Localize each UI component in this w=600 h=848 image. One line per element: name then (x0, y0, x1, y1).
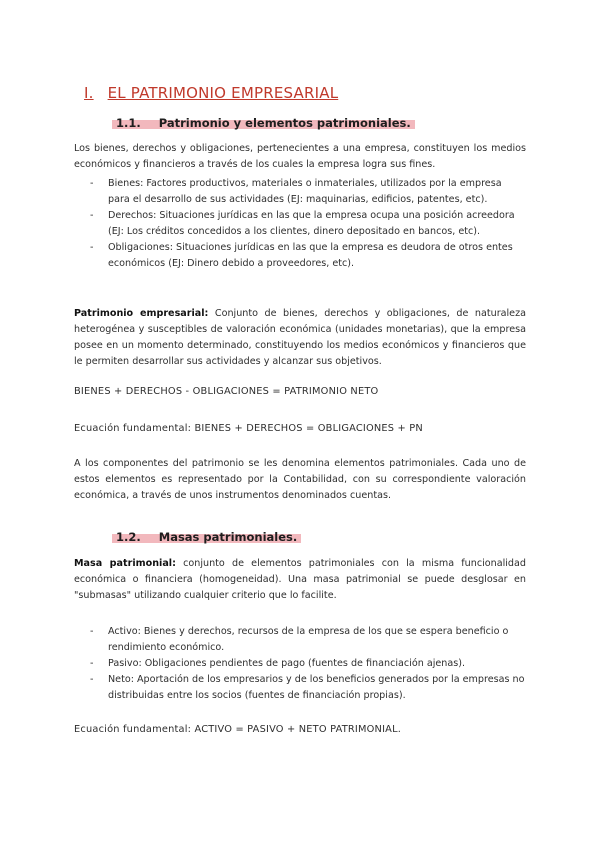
patrimonio-definition (74, 306, 526, 370)
list-item: - Obligaciones: Situaciones jurídicas en las que la empresa es deudora de otros entes económicos (EJ: Dinero debido a proveedores, etc). (90, 242, 513, 269)
subsection-title: Patrimonio y elementos patrimoniales. (158, 116, 411, 130)
masas-list (86, 624, 526, 704)
list-item: - Pasivo: Obligaciones pendientes de pago (fuentes de financiación ajenas). (90, 658, 466, 669)
masa-definition (74, 556, 526, 604)
list-item: - Neto: Aportación de los empresarios y de los beneficios generados por la empresas no distribuidas entre los socios (fuentes de financiación propias). (90, 674, 525, 701)
intro-paragraph: Los bienes, derechos y obligaciones, pertenecientes a una empresa, constituyen los medios económicos y financieros a través de los cuales la empresa logra sus fines. (74, 143, 526, 170)
elements-paragraph: A los componentes del patrimonio se les denomina elementos patrimoniales. Cada uno de estos elementos es representado por la Contabilidad, con su correspondiente valoración económica, a través de unos instrumentos denominados cuentas. (74, 458, 526, 501)
section-heading (84, 84, 338, 102)
definition-text: conjunto de elementos patrimoniales con la misma funcionalidad económica o financiera (homogeneidad). Una masa patrimonial se puede desglosar en "submasas" utilizando cualquier criterio que lo facilite. (74, 558, 526, 601)
definition-text: Conjunto de bienes, derechos y obligaciones, de naturaleza heterogénea y susceptibles de valoración económica (unidades monetarias), que la empresa posee en un momento determinado, constituyendo los medios económicos y financieros que le permiten desarrollar sus actividades y alcanzar sus objetivos. (74, 308, 526, 367)
equation-fundamental-2: Ecuación fundamental: ACTIVO = PASIVO + NETO PATRIMONIAL. (74, 724, 402, 735)
definition-term: Masa patrimonial: (74, 558, 176, 569)
list-item: - Derechos: Situaciones jurídicas en las que la empresa ocupa una posición acreedora (EJ: Los créditos concedidos a los clientes, dinero depositado en bancos, etc). (90, 210, 515, 237)
subsection-number: 1.1. (116, 116, 141, 130)
definition-term: Patrimonio empresarial: (74, 308, 209, 319)
equation-patrimonio-neto: BIENES + DERECHOS - OBLIGACIONES = PATRIMONIO NETO (74, 386, 379, 397)
section-title: EL PATRIMONIO EMPRESARIAL (107, 84, 339, 102)
list-item: - Bienes: Factores productivos, materiales o inmateriales, utilizados por la empresa para el desarrollo de sus actividades (EJ: maquinarias, edificios, patentes, etc). (90, 178, 502, 205)
subsection-heading-1 (112, 116, 415, 130)
elements-list (86, 176, 526, 272)
subsection-heading-2 (112, 530, 301, 544)
equation-fundamental-1: Ecuación fundamental: BIENES + DERECHOS = OBLIGACIONES + PN (74, 423, 423, 434)
section-number: I. (84, 84, 94, 102)
subsection-title: Masas patrimoniales. (158, 530, 298, 544)
list-item: - Activo: Bienes y derechos, recursos de la empresa de los que se espera beneficio o rendimiento económico. (90, 626, 509, 653)
subsection-number: 1.2. (116, 530, 141, 544)
